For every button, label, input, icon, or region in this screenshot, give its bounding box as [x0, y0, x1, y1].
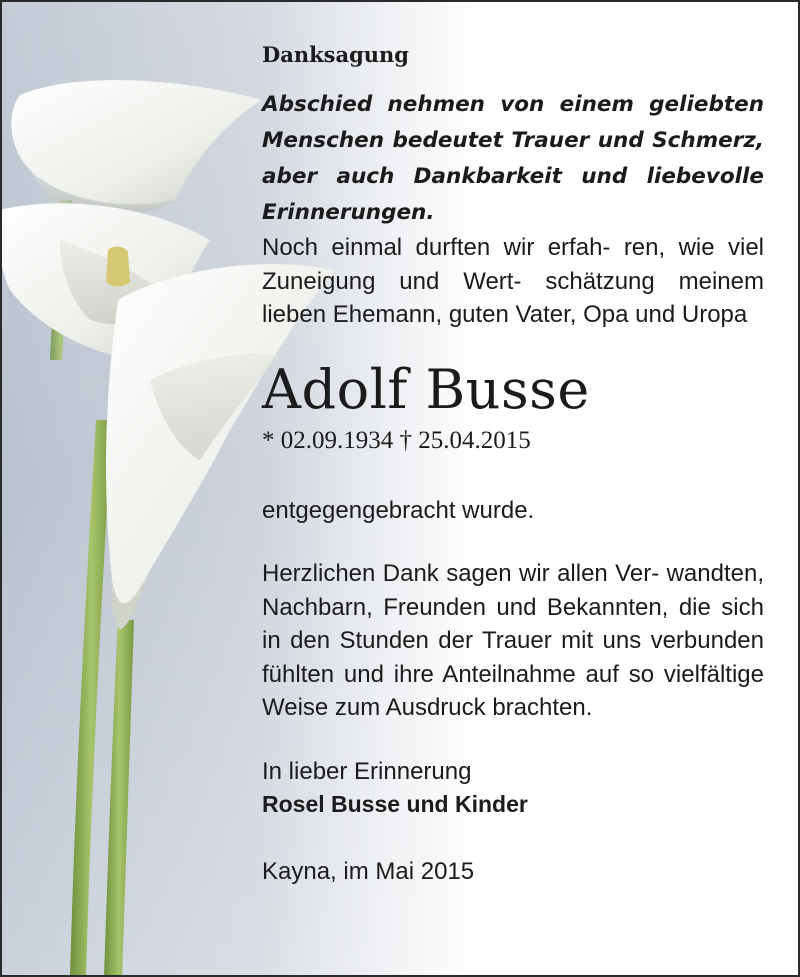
notice-heading: Danksagung: [262, 42, 409, 67]
paragraph-2: entgegengebracht wurde.: [262, 496, 535, 524]
intro-line: Menschen bedeutet Trauer und Schmerz,: [262, 128, 764, 153]
place-date: Kayna, im Mai 2015: [262, 858, 475, 885]
paragraph-line: wandten, Nachbarn, Freunden und: [262, 560, 764, 621]
paragraph-line: schätzung meinem lieben Ehemann,: [262, 267, 764, 328]
paragraph-line: guten Vater, Opa und Uropa: [448, 301, 748, 328]
paragraph-line: zum Ausdruck brachten.: [334, 694, 593, 721]
paragraph-line: ren, wie viel Zuneigung und Wert-: [262, 234, 764, 295]
intro-line: aber auch Dankbarkeit und liebevolle: [262, 164, 764, 189]
intro-quote: [262, 87, 764, 231]
paragraph-line: Bekannten, die sich in den Stunden der: [262, 593, 764, 654]
paragraph-3: [262, 557, 764, 725]
deceased-name: Adolf Busse: [262, 357, 590, 421]
paragraph-line: Herzlichen Dank sagen wir allen Ver-: [262, 560, 660, 587]
intro-line: Erinnerungen.: [262, 200, 435, 225]
life-dates: * 02.09.1934 † 25.04.2015: [262, 426, 531, 454]
intro-line: Abschied nehmen von einem geliebten: [262, 92, 764, 117]
paragraph-line: Trauer mit uns verbunden fühlten und: [262, 627, 765, 688]
signers: Rosel Busse und Kinder: [262, 791, 528, 817]
paragraph-1: [262, 231, 764, 332]
paragraph-line: ihre Anteilnahme auf so vielfältige Weise: [262, 660, 764, 721]
closing-line: In lieber Erinnerung: [262, 757, 472, 785]
paragraph-line: Noch einmal durften wir erfah-: [262, 234, 611, 261]
notice-text: [262, 42, 764, 889]
